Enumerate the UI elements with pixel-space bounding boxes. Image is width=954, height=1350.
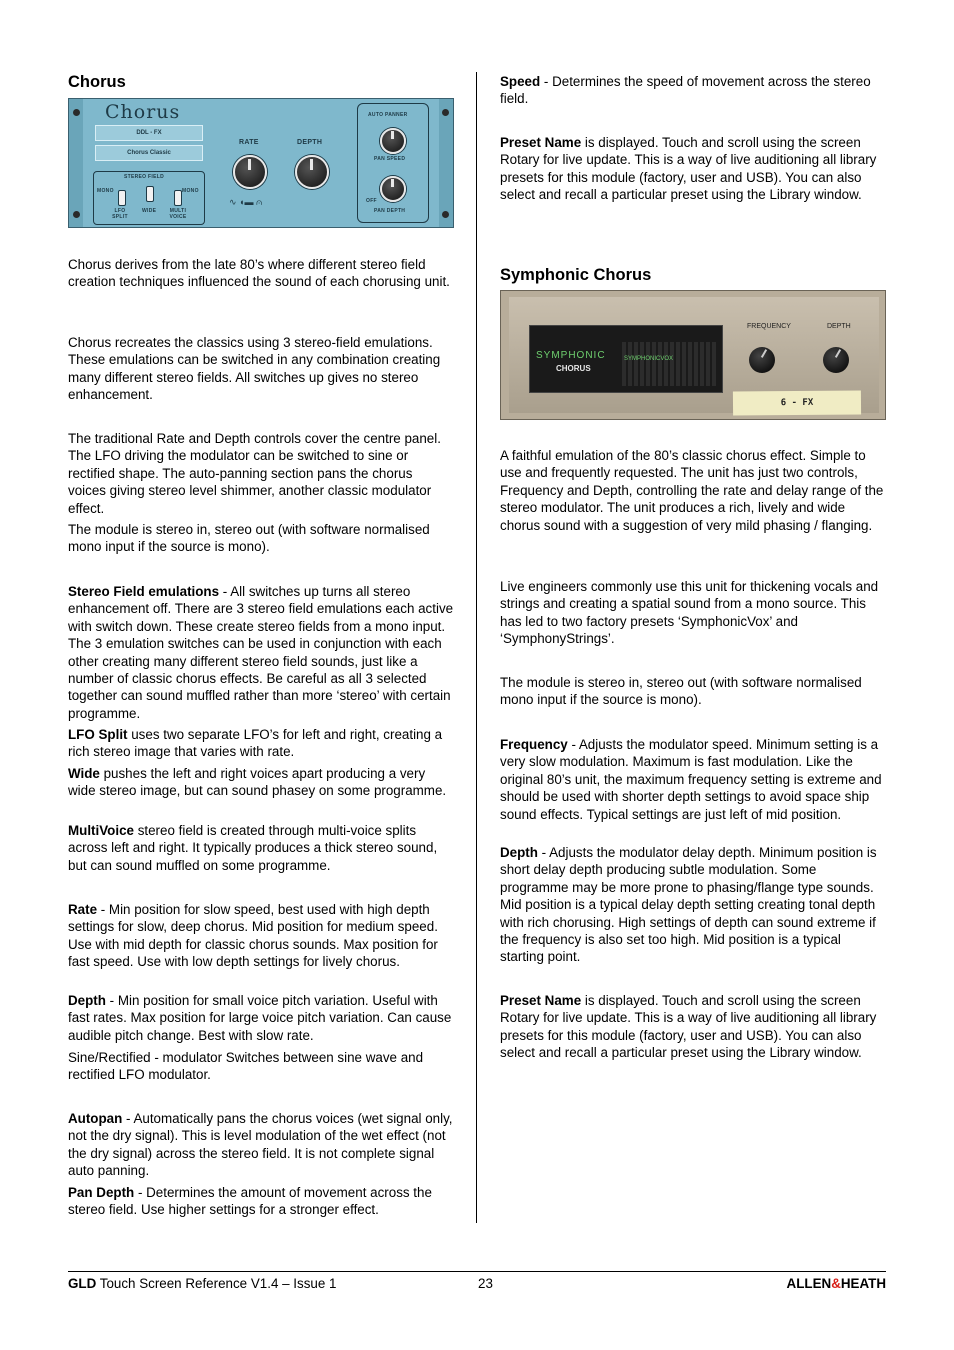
pan-depth-knob[interactable] <box>380 176 406 202</box>
wide-label: WIDE <box>142 208 157 214</box>
chorus-plugin-image <box>68 98 454 228</box>
chorus-heading: Chorus <box>68 73 126 91</box>
auto-panner-box <box>357 103 429 223</box>
chorus-controls-paragraph: The traditional Rate and Depth controls cover the centre panel. The LFO driving the modulator can be switched to sine or rectified shape. The auto-panning section pans the chorus voices giving stereo level shimmer, another classic modulator effect. <box>68 431 441 516</box>
mono-left-label: MONO <box>97 188 114 194</box>
label-tape: 6 - FX <box>733 390 861 415</box>
auto-panner-label: AUTO PANNER <box>368 112 408 118</box>
chorus-title: CHORUS <box>556 364 591 373</box>
screw-icon <box>442 109 449 116</box>
right-rack-rail <box>439 99 453 227</box>
screw-icon <box>73 109 80 116</box>
symphonic-usage-paragraph: Live engineers commonly use this unit for thickening vocals and strings and creating a spatial sound from a mono source. This has led to two factory presets ‘SymphonicVox’ and ‘SymphonyStrings’. <box>500 579 879 647</box>
symphonic-display <box>529 325 723 393</box>
pan-speed-label: PAN SPEED <box>374 156 406 162</box>
multivoice-paragraph: MultiVoice stereo field is created through multi-voice splits across left and right. It typically produces a thick stereo sound, but can sound muffled on some programme. <box>68 823 438 873</box>
column-divider <box>476 72 477 1223</box>
depth-paragraph: Depth - Min position for small voice pitch variation. Useful with fast rates. Max position for large voice pitch variation. Can cause audible pitch change. Best with slow rate. <box>68 993 452 1043</box>
footer-brand: ALLEN&HEATH <box>786 1276 886 1291</box>
off-label: OFF <box>366 198 377 204</box>
screw-icon <box>73 211 80 218</box>
frequency-label: FREQUENCY <box>747 323 791 330</box>
multi-voice-label: MULTI VOICE <box>169 208 187 220</box>
lfo-split-switch[interactable] <box>118 190 126 206</box>
rate-paragraph: Rate - Min position for slow speed, best used with high depth settings for slow, deep chorus. Mid position for medium speed. Use with mid depth for classic chorus sounds. Max position for fast speed. Use with low depth settings for lively chorus. <box>68 902 438 970</box>
display-grid <box>622 342 716 386</box>
symphonic-stereo-io-paragraph: The module is stereo in, stereo out (with software normalised mono input if the source is mono). <box>500 675 862 708</box>
pan-depth-paragraph: Pan Depth - Determines the amount of movement across the stereo field. Use higher settings for a stronger effect. <box>68 1185 432 1218</box>
symphonic-preset-name[interactable]: SYMPHONICVOX <box>624 356 674 362</box>
stereo-field-label: STEREO FIELD <box>124 174 164 180</box>
screw-icon <box>442 211 449 218</box>
multi-voice-switch[interactable] <box>174 190 182 206</box>
symphonic-title: SYMPHONIC <box>536 350 606 361</box>
lcd-type: DDL - FX <box>95 125 203 141</box>
chorus-intro-paragraph: Chorus derives from the late 80’s where different stereo field creation techniques influenced the sound of each chorusing unit. <box>68 257 450 290</box>
sine-rectified-switch[interactable]: ∿ ◖▬ ⩀ <box>229 197 263 207</box>
lfo-split-paragraph: LFO Split uses two separate LFO’s for left and right, creating a rich stereo image that varies with rate. <box>68 727 443 760</box>
preset-name-paragraph: Preset Name is displayed. Touch and scroll using the screen Rotary for live update. This is a way of live auditioning all library presets for this module (factory, user and USB). You can also select and recall a particular preset using the Library window. <box>500 135 877 203</box>
symphonic-plugin-image <box>500 290 886 420</box>
symphonic-panel <box>509 297 879 413</box>
symphonic-intro-paragraph: A faithful emulation of the 80’s classic chorus effect. Simple to use and frequently requested. The unit has just two controls, Frequency and Depth, controlling the rate and delay range of the stereo modulator. The unit produces a rich, lively and wide chorus sound with a suggestion of very mild phasing / flanging. <box>500 448 884 533</box>
lfo-split-label: LFO SPLIT <box>112 208 128 220</box>
rate-label: RATE <box>239 139 259 146</box>
speed-paragraph: Speed - Determines the speed of movement across the stereo field. <box>500 74 871 107</box>
footer-rule <box>68 1271 886 1272</box>
depth-knob[interactable] <box>295 155 329 189</box>
wide-paragraph: Wide pushes the left and right voices apart producing a very wide stereo image, but can sound phasey on some programme. <box>68 766 447 799</box>
chorus-logo: Chorus <box>105 101 181 123</box>
stereo-field-paragraph: Stereo Field emulations - All switches up turns all stereo enhancement off. There are 3 stereo field emulations each active with switch down. These create stereo fields from a mono input. The 3 emulation switches can be used in conjunction with each other creating many different stereo field sounds, just like a number of classic chorus effects. Be careful as all 3 selected together can sound muffled rather than more ‘stereo’ with certain programme. <box>68 584 454 721</box>
chorus-stereo-io-paragraph: The module is stereo in, stereo out (with software normalised mono input if the source is mono). <box>68 522 430 555</box>
lcd-preset: Chorus Classic <box>95 145 203 161</box>
depth-knob[interactable] <box>823 347 849 373</box>
sine-rectified-paragraph: Sine/Rectified - modulator Switches between sine wave and rectified LFO modulator. <box>68 1050 424 1083</box>
depth-label: DEPTH <box>827 323 851 330</box>
rate-knob[interactable] <box>233 155 267 189</box>
pan-speed-knob[interactable] <box>380 128 406 154</box>
wide-switch[interactable] <box>146 186 154 202</box>
pan-depth-label: PAN DEPTH <box>374 208 406 214</box>
autopan-paragraph: Autopan - Automatically pans the chorus voices (wet signal only, not the dry signal). This is level modulation of the wet effect (not the dry signal) across the stereo field. It is not complete signal auto panning. <box>68 1111 453 1179</box>
stereo-field-box <box>93 171 205 225</box>
frequency-knob[interactable] <box>749 347 775 373</box>
mono-right-label: MONO <box>182 188 199 194</box>
frequency-paragraph: Frequency - Adjusts the modulator speed. Minimum setting is a very slow modulation. Maximum is fast modulation. Like the original 80’s unit, the maximum frequency setting is extreme and should be used with shorter depth settings to avoid space ship sound effects. Typical settings are just left of mid position. <box>500 737 882 822</box>
footer-doc-title: GLD Touch Screen Reference V1.4 – Issue 1 <box>68 1276 337 1291</box>
depth-label: DEPTH <box>297 139 323 146</box>
left-rack-rail <box>69 99 83 227</box>
chorus-classics-paragraph: Chorus recreates the classics using 3 stereo-field emulations. These emulations can be switched in any combination creating many different stereo fields. All switches up gives no stereo enhancement. <box>68 335 441 403</box>
symphonic-chorus-heading: Symphonic Chorus <box>500 266 652 284</box>
footer-page-number: 23 <box>478 1276 493 1291</box>
symphonic-depth-paragraph: Depth - Adjusts the modulator delay depth. Minimum position is short delay depth producing subtle modulation. Some programme may be more prone to phasing/flange type sounds. Mid position is a typical delay depth setting creating tonal depth with rich chorusing. High settings of depth can sound extreme if the frequency is also set too high. Mid position is a typical starting point. <box>500 845 877 965</box>
preset-name-paragraph-2: Preset Name is displayed. Touch and scroll using the screen Rotary for live update. This is a way of live auditioning all library presets for this module (factory, user and USB). You can also select and recall a particular preset using the Library window. <box>500 993 877 1061</box>
